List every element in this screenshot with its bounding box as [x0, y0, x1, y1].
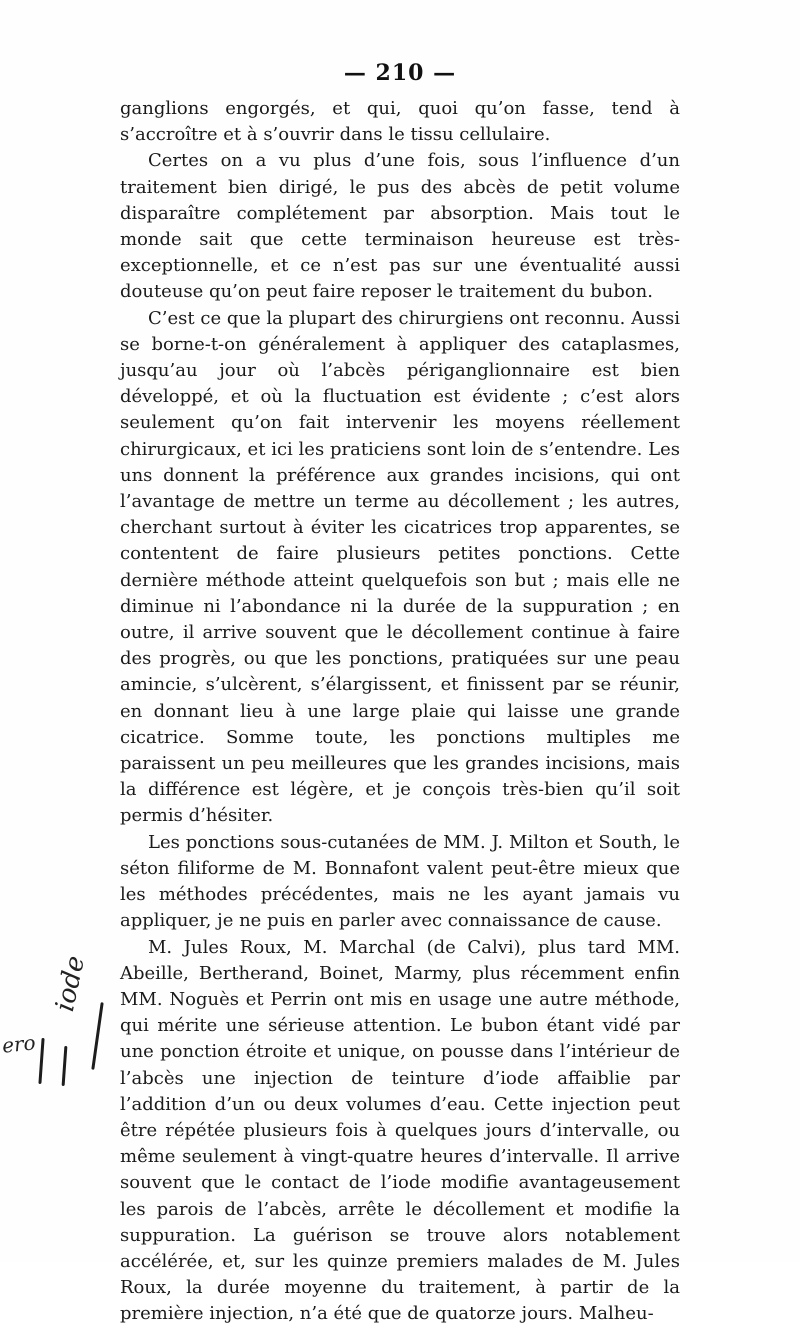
handwritten-stroke [38, 1038, 44, 1084]
body-text [120, 96, 680, 1328]
handwritten-stroke [62, 1046, 68, 1086]
handwritten-margin-note: iode [50, 953, 91, 1015]
paragraph-1: ganglions engorgés, et qui, quoi qu’on fasse, tend à s’accroître et à s’ouvrir dans le tissu cellulaire. [120, 98, 680, 146]
paragraph-2: Certes on a vu plus d’une fois, sous l’influence d’un traitement bien dirigé, le pus des abcès de petit volume disparaître complétement par absorption. Mais tout le monde sait que cette terminaison heureuse est très-exceptionnelle, et ce n’est pas sur une éventualité aussi douteuse qu’on peut faire reposer le traitement du bubon. [120, 150, 680, 303]
handwritten-margin-note-secondary: ero [0, 1030, 37, 1058]
paragraph-3: C’est ce que la plupart des chirurgiens ont reconnu. Aussi se borne-t-on généralement à appliquer des cataplasmes, jusqu’au jour où l’abcès périganglionnaire est bien développé, et où la fluctuation est évidente ; c’est alors seulement qu’on fait intervenir les moyens réellement chirurgicaux, et ici les praticiens sont loin de s’entendre. Les uns donnent la préférence aux grandes incisions, qui ont l’avantage de mettre un terme au décollement ; les autres, cherchant surtout à éviter les cicatrices trop apparentes, se contentent de faire plusieurs petites ponctions. Cette dernière méthode atteint quelquefois son but ; mais elle ne diminue ni l’abondance ni la durée de la suppuration ; en outre, il arrive souvent que le décollement continue à faire des progrès, ou que les ponctions, pratiquées sur une peau amincie, s’ulcèrent, s’élargissent, et finissent par se réunir, en donnant lieu à une large plaie qui laisse une grande cicatrice. Somme toute, les ponctions multiples me paraissent un peu meilleures que les grandes incisions, mais la différence est légère, et je conçois très-bien qu’il soit permis d’hésiter. [120, 307, 680, 827]
page-number: — 210 — [343, 60, 457, 86]
paragraph-4: Les ponctions sous-cutanées de MM. J. Milton et South, le séton filiforme de M. Bonnafont valent peut-être mieux que les méthodes précédentes, mais ne les ayant jamais vu appliquer, je ne puis en parler avec connaissance de cause. [120, 831, 680, 932]
handwritten-stroke [91, 1002, 103, 1070]
paragraph-5: M. Jules Roux, M. Marchal (de Calvi), plus tard MM. Abeille, Bertherand, Boinet, Marmy, plus récemment enfin MM. Noguès et Perrin ont mis en usage une autre méthode, qui mérite une sérieuse attention. Le bubon étant vidé par une ponction étroite et unique, on pousse dans l’intérieur de l’abcès une injection de teinture d’iode affaiblie par l’addition d’un ou deux volumes d’eau. Cette injection peut être répétée plusieurs fois à quelques jours d’intervalle, ou même seulement à vingt-quatre heures d’intervalle. Il arrive souvent que le contact de l’iode modifie avantageusement les parois de l’abcès, arrête le décollement et modifie la suppuration. La guérison se trouve alors notablement accélérée, et, sur les quinze premiers malades de M. Jules Roux, la durée moyenne du traitement, à partir de la première injection, n’a été que de quatorze jours. Malheu- [120, 936, 680, 1325]
